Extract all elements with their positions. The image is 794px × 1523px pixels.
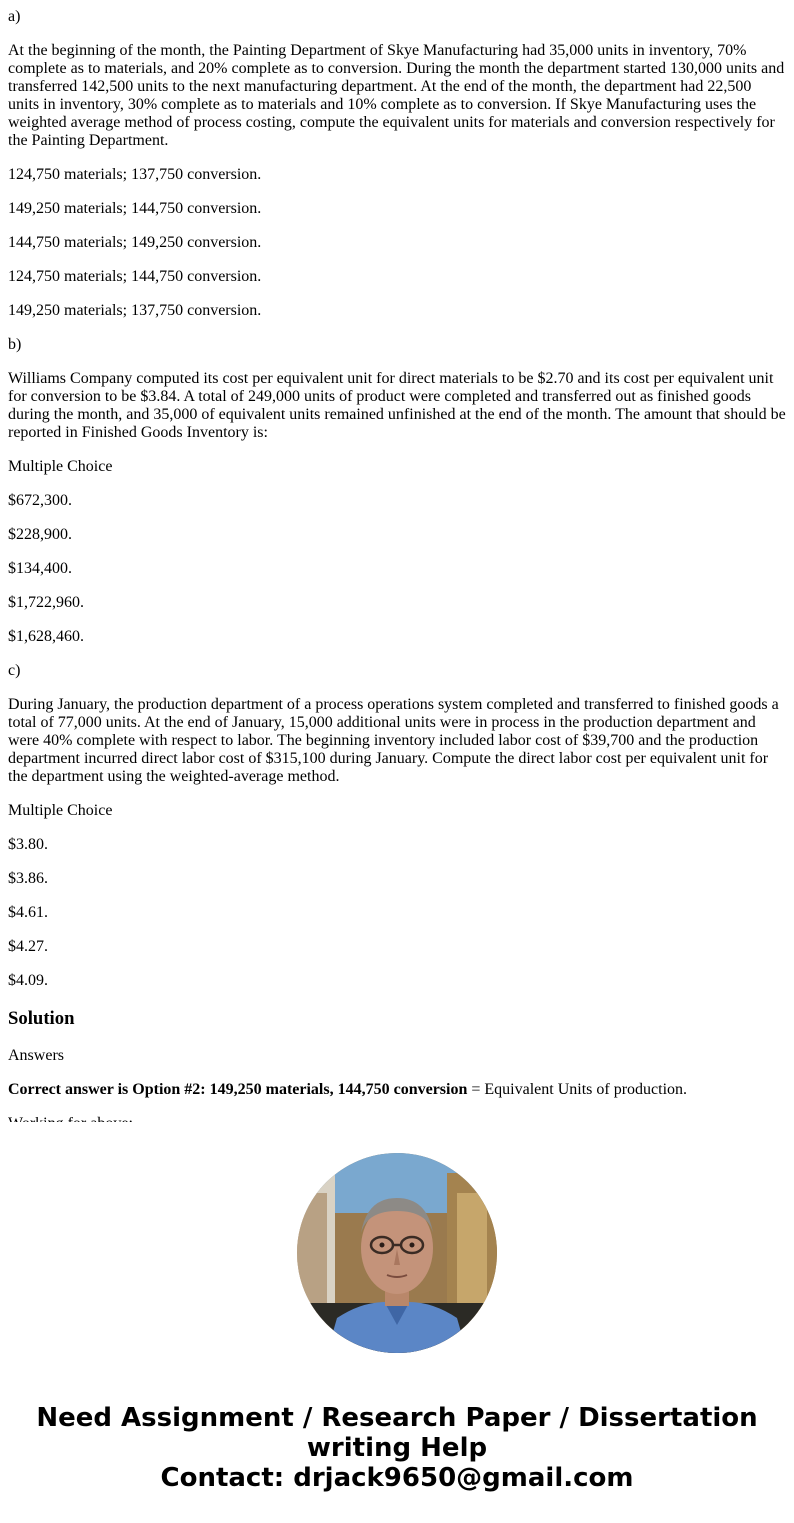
question-a-option-3: 144,750 materials; 149,250 conversion. bbox=[8, 234, 262, 251]
question-b-choice-heading: Multiple Choice bbox=[8, 458, 113, 475]
question-b-label: b) bbox=[8, 336, 22, 353]
question-a-option-2: 149,250 materials; 144,750 conversion. bbox=[8, 200, 262, 217]
question-a-option-4: 124,750 materials; 144,750 conversion. bbox=[8, 268, 262, 285]
question-b-text: Williams Company computed its cost per equivalent unit for direct materials to be $2.70 and its cost per equivalent unit for conversion to be $3.84. A total of 249,000 units of product were completed and transferred out as finished goods during the month, and 35,000 of equivalent units remained unfinished at the end of the month. The amount that should be reported in Finished Goods Inventory is: bbox=[8, 370, 786, 441]
question-b-option-3: $134,400. bbox=[8, 560, 72, 577]
tutor-portrait-image bbox=[297, 1153, 497, 1353]
question-c-option-5: $4.09. bbox=[8, 972, 48, 989]
answers-label: Answers bbox=[8, 1047, 64, 1064]
question-b-option-2: $228,900. bbox=[8, 526, 72, 543]
question-c-text: During January, the production department of a process operations system completed and transferred to finished goods a total of 77,000 units. At the end of January, 15,000 additional units were in process in the production department and were 40% complete with respect to labor. The beginning inventory included labor cost of $39,700 and the production department incurred direct labor cost of $315,100 during January. Compute the direct labor cost per equivalent unit for the department using the weighted-average method. bbox=[8, 696, 779, 785]
question-a-text: At the beginning of the month, the Painting Department of Skye Manufacturing had 35,000 units in inventory, 70% complete as to materials, and 20% complete as to conversion. During the month the department started 130,000 units and transferred 142,500 units to the next manufacturing department. At the end of the month, the department had 22,500 units in inventory, 30% complete as to materials and 10% complete as to conversion. If Skye Manufacturing uses the weighted average method of process costing, compute the equivalent units for materials and conversion respectively for the Painting Department. bbox=[8, 42, 785, 149]
promo-line-1: Need Assignment / Research Paper / Dissertation bbox=[36, 1403, 758, 1433]
question-c-option-1: $3.80. bbox=[8, 836, 48, 853]
promo-text bbox=[0, 1403, 794, 1493]
avatar bbox=[297, 1153, 497, 1353]
solution-heading: Solution bbox=[8, 1008, 75, 1029]
correct-answer-bold: Correct answer is Option #2: 149,250 materials, 144,750 conversion bbox=[8, 1081, 468, 1098]
document-content bbox=[8, 0, 786, 1122]
question-a-option-5: 149,250 materials; 137,750 conversion. bbox=[8, 302, 262, 319]
promo-banner bbox=[0, 1122, 794, 1523]
question-c-label: c) bbox=[8, 662, 21, 679]
question-c-option-4: $4.27. bbox=[8, 938, 48, 955]
question-b-option-5: $1,628,460. bbox=[8, 628, 84, 645]
promo-line-2: writing Help bbox=[306, 1433, 488, 1463]
question-b-option-1: $672,300. bbox=[8, 492, 72, 509]
question-c-choice-heading: Multiple Choice bbox=[8, 802, 113, 819]
question-c-option-3: $4.61. bbox=[8, 904, 48, 921]
correct-answer bbox=[8, 1081, 786, 1099]
question-b-option-4: $1,722,960. bbox=[8, 594, 84, 611]
question-c-option-2: $3.86. bbox=[8, 870, 48, 887]
correct-answer-rest: = Equivalent Units of production. bbox=[467, 1081, 688, 1098]
question-a-option-1: 124,750 materials; 137,750 conversion. bbox=[8, 166, 262, 183]
question-a-label: a) bbox=[8, 8, 21, 25]
promo-contact: Contact: drjack9650@gmail.com bbox=[160, 1463, 634, 1493]
